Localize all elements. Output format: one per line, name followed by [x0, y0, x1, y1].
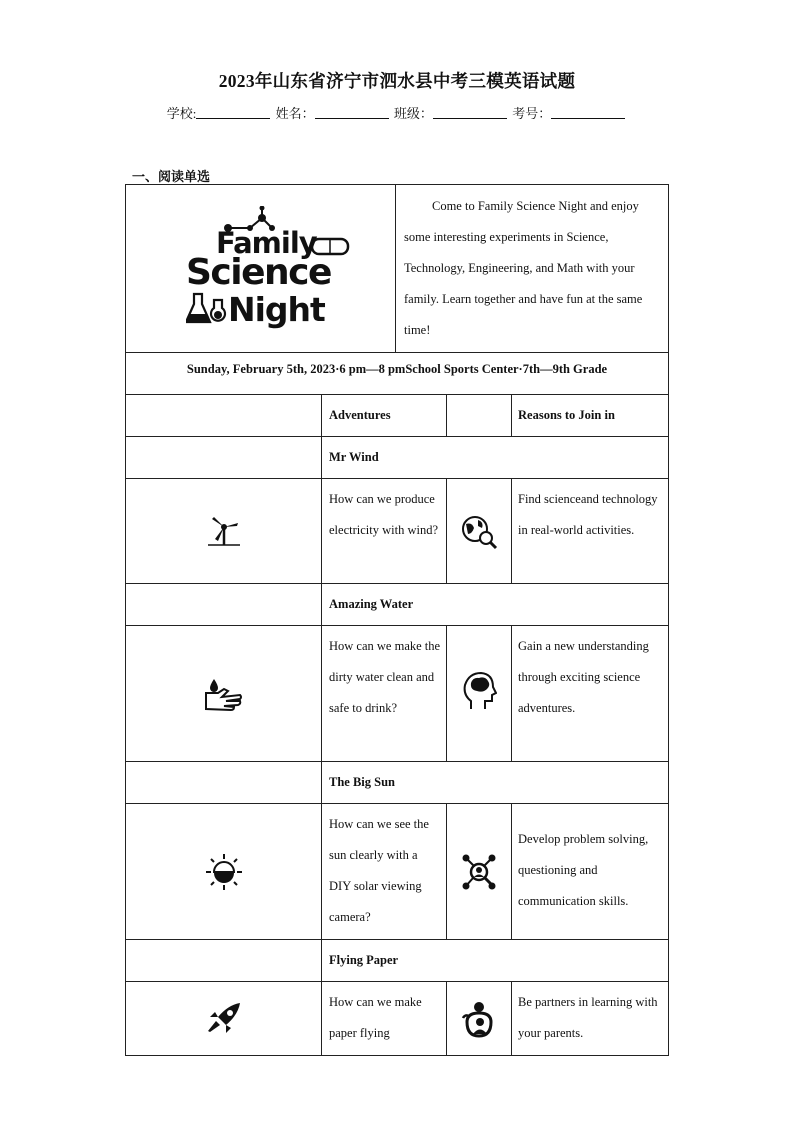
grid-line [125, 625, 669, 626]
section-heading: 一、阅读单选 [132, 169, 211, 184]
adventure-question: How can we see the sun clearly with a DIY solar viewing camera? [329, 817, 429, 924]
grid-line [125, 803, 669, 804]
adventure-name: Mr Wind [329, 450, 379, 464]
reason-text: Find scienceand technology in real-world activities. [518, 492, 658, 537]
grid-line [321, 394, 322, 1056]
adventure-name: Amazing Water [329, 597, 414, 611]
problem-solving-network-icon [461, 853, 497, 891]
sun-icon [204, 852, 244, 892]
rocket-icon [206, 1001, 244, 1035]
grid-line [511, 981, 512, 1056]
grid-line [125, 436, 669, 437]
parent-child-icon [461, 1000, 497, 1038]
head-brain-icon [461, 671, 497, 711]
grid-line [446, 803, 447, 939]
wind-turbine-icon [206, 511, 242, 547]
grid-line [511, 394, 512, 436]
name-label: 姓名： [275, 106, 315, 121]
grid-line [125, 352, 669, 353]
event-dateline: Sunday, February 5th, 2023·6 pm—8 pmSchool Sports Center·7th—9th Grade [186, 362, 608, 376]
student-info-line [0, 103, 794, 122]
grid-line [511, 478, 512, 583]
grid-line [125, 478, 669, 479]
adventure-name: Flying Paper [329, 953, 399, 967]
grid-line [446, 981, 447, 1056]
logo-science: Science [186, 252, 331, 293]
school-label: 学校: [166, 106, 197, 121]
logo-family: Family [216, 226, 317, 260]
column-header-adventures: Adventures [329, 408, 391, 422]
adventure-question: How can we make paper flying [329, 995, 422, 1040]
logo-night: Night [228, 290, 325, 329]
adventure-question: How can we produce electricity with wind? [329, 492, 438, 537]
event-promo-text: Come to Family Science Night and enjoy some interesting experiments in Science, Technology, Engineering, and Math with your family. Learn together and have fun at the same time! [404, 199, 643, 337]
grid-line [395, 184, 396, 352]
hand-water-drop-icon [204, 677, 244, 711]
column-header-reasons: Reasons to Join in [518, 408, 615, 422]
reason-text: Develop problem solving, questioning and communication skills. [518, 832, 649, 908]
reason-text: Gain a new understanding through exciting science adventures. [518, 639, 649, 715]
grid-line [511, 625, 512, 761]
grid-line [125, 939, 669, 940]
page-title: 2023年山东省济宁市泗水县中考三模英语试题 [218, 71, 576, 91]
grid-line [125, 394, 669, 395]
adventure-name: The Big Sun [329, 775, 396, 789]
number-label: 考号： [512, 106, 552, 121]
adventure-question: How can we make the dirty water clean and safe to drink? [329, 639, 441, 715]
school-blank [196, 106, 270, 119]
grid-line [125, 981, 669, 982]
grid-line [125, 583, 669, 584]
globe-search-icon [460, 514, 498, 550]
grid-line [446, 478, 447, 583]
reason-text: Be partners in learning with your parents. [518, 995, 658, 1040]
family-science-night-logo [182, 206, 352, 336]
grid-line [446, 625, 447, 761]
name-blank [315, 106, 389, 119]
class-blank [433, 106, 507, 119]
grid-line [446, 394, 447, 436]
class-label: 班级： [393, 106, 433, 121]
grid-line [125, 761, 669, 762]
number-blank [551, 106, 625, 119]
grid-line [511, 803, 512, 939]
flask-icon [186, 292, 228, 326]
